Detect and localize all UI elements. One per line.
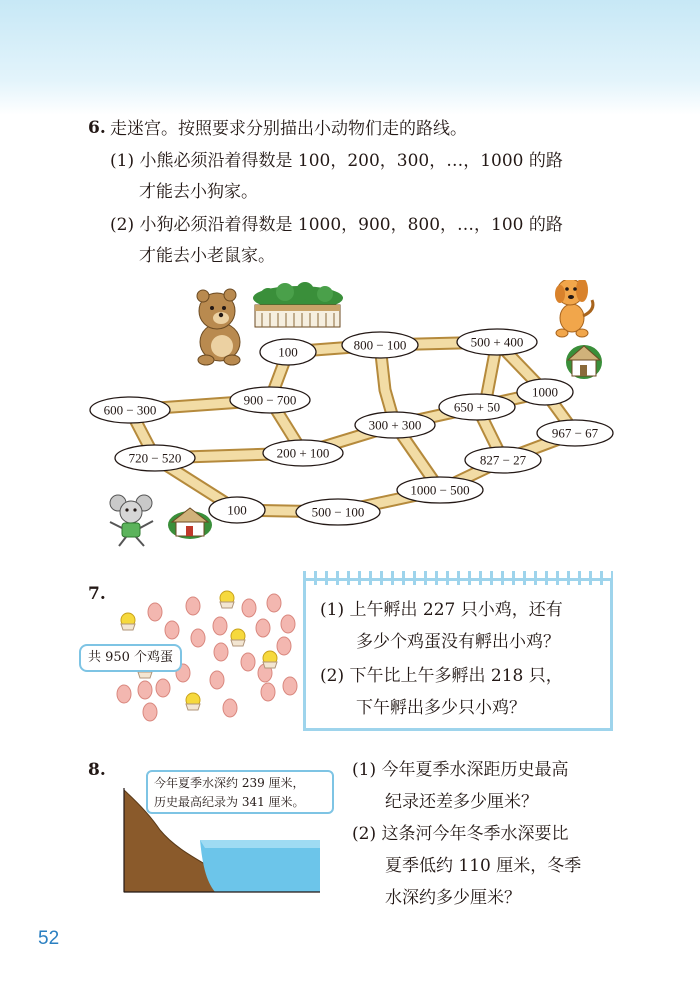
chick-icon <box>263 651 277 668</box>
maze-node-label: 1000 <box>532 384 558 400</box>
maze-node-label: 967 − 67 <box>551 425 599 441</box>
q8-part2-line1: (2) 这条河今年冬季水深要比 <box>352 824 569 844</box>
egg <box>165 621 179 639</box>
mouse-house-icon <box>168 508 212 539</box>
river-depth-note <box>146 770 334 814</box>
egg <box>213 617 227 635</box>
dog-house-icon <box>566 345 602 379</box>
q8-number: 8. <box>88 760 106 780</box>
maze-node-label: 200 + 100 <box>276 445 330 461</box>
q6-part1-line1: (1) 小熊必须沿着得数是 100，200，300，…，1000 的路 <box>110 151 563 171</box>
long-house-icon <box>253 282 343 327</box>
egg <box>210 671 224 689</box>
chick-icon <box>186 693 200 710</box>
maze-node-label: 827 − 27 <box>479 452 527 468</box>
maze-figure <box>0 280 700 560</box>
q8-part1-line2: 纪录还差多少厘米？ <box>385 792 538 812</box>
egg <box>283 677 297 695</box>
egg <box>143 703 157 721</box>
q7-number: 7. <box>88 584 106 604</box>
maze-node-label: 500 + 400 <box>470 334 524 350</box>
egg <box>186 597 200 615</box>
egg <box>223 699 237 717</box>
q7-part2-line1: (2) 下午比上午多孵出 218 只， <box>320 666 563 686</box>
q6-number: 6. <box>88 118 106 138</box>
q7-part1-line2: 多少个鸡蛋没有孵出小鸡？ <box>356 632 560 652</box>
maze-nodes <box>90 329 613 525</box>
egg <box>281 615 295 633</box>
header-band <box>0 0 700 115</box>
egg <box>256 619 270 637</box>
egg <box>241 653 255 671</box>
egg <box>148 603 162 621</box>
mouse-icon <box>110 495 153 546</box>
egg <box>267 594 281 612</box>
bear-icon <box>197 289 240 365</box>
q7-part2-line2: 下午孵出多少只小鸡？ <box>356 698 526 718</box>
chick-icon <box>220 591 234 608</box>
q6-title: 走迷宫。按照要求分别描出小动物们走的路线。 <box>110 119 467 139</box>
river-note-line2: 历史最高纪录为 341 厘米。 <box>154 795 305 809</box>
egg <box>156 679 170 697</box>
notebook-spiral <box>303 571 613 585</box>
maze-node-label: 720 − 520 <box>128 450 182 466</box>
maze-node-label: 1000 − 500 <box>410 482 470 498</box>
maze-node-label: 600 − 300 <box>103 402 157 418</box>
river-note-line1: 今年夏季水深约 239 厘米， <box>154 776 305 790</box>
q6-part2-line2: 才能去小老鼠家。 <box>139 246 275 266</box>
maze-node-label: 500 − 100 <box>311 504 365 520</box>
maze-node-label: 300 + 300 <box>368 417 422 433</box>
dog-icon <box>555 280 593 337</box>
egg <box>277 637 291 655</box>
q7-part1-line1: (1) 上午孵出 227 只小鸡，还有 <box>320 600 563 620</box>
page-number: 52 <box>38 928 60 949</box>
chick-icon <box>121 613 135 630</box>
q6-part2-line1: (2) 小狗必须沿着得数是 1000，900，800，…，100 的路 <box>110 215 563 235</box>
egg <box>214 643 228 661</box>
egg <box>117 685 131 703</box>
egg-count-label: 共 950 个鸡蛋 <box>79 644 182 672</box>
q8-part2-line2: 夏季低约 110 厘米，冬季 <box>385 856 582 876</box>
egg <box>191 629 205 647</box>
q8-part1-line1: (1) 今年夏季水深距历史最高 <box>352 760 569 780</box>
maze-node-label: 100 <box>278 344 298 360</box>
chick-icon <box>231 629 245 646</box>
maze-node-label: 900 − 700 <box>243 392 297 408</box>
q8-part2-line3: 水深约多少厘米？ <box>385 888 521 908</box>
maze-node-label: 800 − 100 <box>353 337 407 353</box>
q6-part1-line2: 才能去小狗家。 <box>139 182 258 202</box>
egg <box>261 683 275 701</box>
maze-node-label: 100 <box>227 502 247 518</box>
maze-roads <box>130 342 575 512</box>
maze-node-label: 650 + 50 <box>453 399 501 415</box>
egg <box>242 599 256 617</box>
egg <box>138 681 152 699</box>
